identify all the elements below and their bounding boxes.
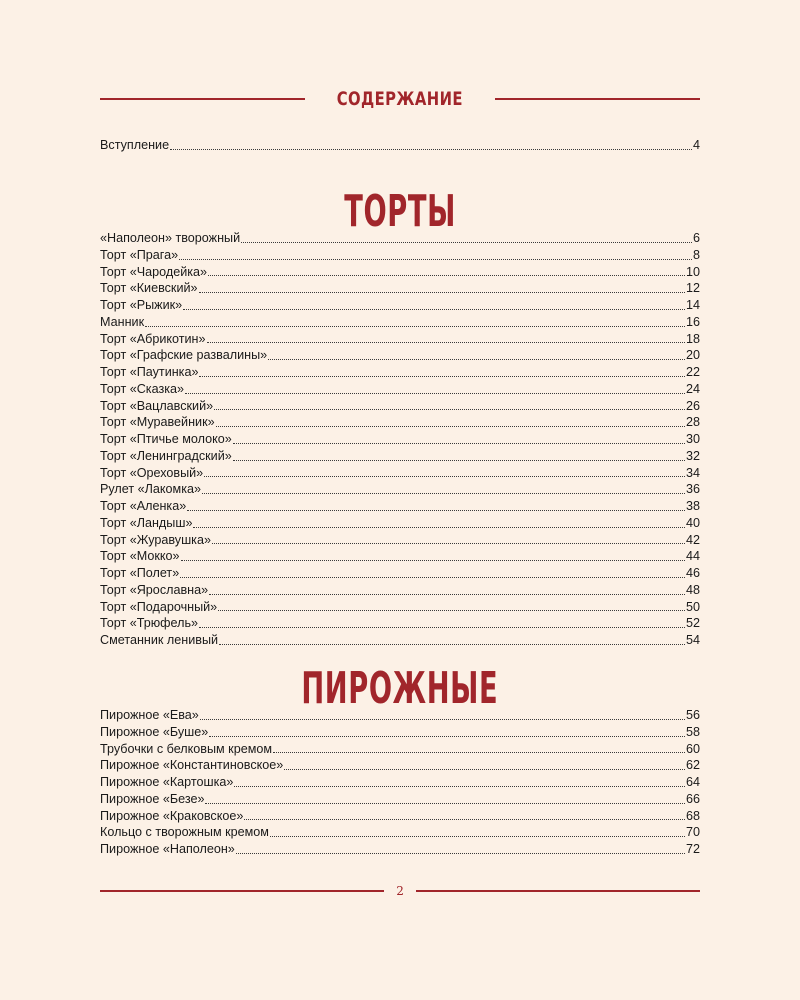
toc-entry-title: Сметанник ленивый	[100, 633, 219, 647]
toc-entry	[100, 707, 700, 724]
toc-leader-dots	[216, 425, 685, 427]
toc-entry-page: 50	[685, 599, 700, 614]
toc-leader-dots	[199, 375, 685, 377]
toc-entry	[100, 532, 700, 549]
cakes-list	[100, 230, 700, 649]
pastries-list	[100, 707, 700, 858]
toc-entry-page: 38	[685, 499, 700, 513]
toc-entry-page: 20	[685, 348, 700, 363]
toc-entry-page: 42	[685, 532, 700, 547]
toc-leader-dots	[179, 258, 692, 260]
toc-leader-dots	[209, 735, 685, 737]
toc-entry	[100, 414, 700, 431]
toc-leader-dots	[193, 526, 685, 528]
toc-entry-title: Торт «Муравейник»	[100, 415, 215, 430]
toc-entry-page: 34	[685, 465, 700, 480]
toc-entry	[100, 565, 700, 582]
toc-entry-title: Торт «Паутинка»	[100, 365, 199, 379]
toc-entry-title: Торт «Полет»	[100, 566, 180, 580]
toc-entry	[100, 515, 700, 532]
toc-entry-page: 68	[685, 808, 700, 823]
toc-entry	[100, 364, 700, 381]
toc-leader-dots	[207, 341, 685, 343]
toc-leader-dots	[205, 802, 685, 804]
toc-entry-title: Пирожное «Ева»	[100, 708, 199, 722]
toc-entry-title: Рулет «Лакомка»	[100, 482, 202, 497]
toc-leader-dots	[208, 274, 685, 276]
footer-rule-right	[416, 890, 700, 892]
toc-entry-title: Вступление	[100, 138, 170, 152]
toc-entry-page: 64	[685, 775, 700, 789]
toc-entry-title: Торт «Графские развалины»	[100, 348, 268, 363]
toc-entry-title: Пирожное «Константиновское»	[100, 758, 284, 773]
toc-entry-page: 4	[692, 138, 700, 152]
toc-entry	[100, 280, 700, 297]
toc-entry-title: Торт «Ореховый»	[100, 465, 204, 480]
toc-entry-page: 36	[685, 482, 700, 497]
toc-leader-dots	[234, 785, 685, 787]
toc-entry-title: Торт «Рыжик»	[100, 298, 183, 312]
header-rule-right	[495, 98, 700, 100]
toc-leader-dots	[185, 392, 685, 394]
toc-entry-page: 70	[685, 825, 700, 840]
toc-entry	[100, 824, 700, 841]
footer-rule-left	[100, 890, 384, 892]
toc-leader-dots	[204, 475, 685, 477]
toc-entry	[100, 724, 700, 741]
toc-entry-title: «Наполеон» творожный	[100, 231, 241, 245]
contents-title: СОДЕРЖАНИЕ	[336, 88, 464, 110]
toc-entry-page: 32	[685, 448, 700, 463]
toc-entry-title: Торт «Трюфель»	[100, 616, 199, 631]
toc-leader-dots	[244, 818, 685, 820]
page-footer	[100, 884, 700, 898]
toc-leader-dots	[200, 718, 685, 720]
toc-leader-dots	[236, 852, 685, 854]
toc-leader-dots	[187, 509, 685, 511]
toc-entry	[100, 431, 700, 448]
toc-leader-dots	[199, 626, 685, 628]
toc-entry	[100, 791, 700, 808]
toc-leader-dots	[199, 291, 685, 293]
toc-entry-title: Пирожное «Краковское»	[100, 808, 244, 823]
toc-leader-dots	[233, 442, 685, 444]
toc-entry-page: 58	[685, 724, 700, 739]
toc-entry-title: Торт «Подарочный»	[100, 599, 218, 614]
toc-leader-dots	[233, 459, 685, 461]
toc-entry	[100, 741, 700, 758]
toc-entry-page: 56	[685, 708, 700, 722]
toc-entry-page: 48	[685, 582, 700, 597]
toc-entry	[100, 582, 700, 599]
toc-leader-dots	[284, 768, 685, 770]
toc-entry-title: Пирожное «Картошка»	[100, 775, 234, 789]
toc-entry	[100, 297, 700, 314]
toc-entry	[100, 808, 700, 825]
toc-leader-dots	[202, 492, 685, 494]
toc-entry-title: Торт «Вацлавский»	[100, 398, 214, 413]
toc-entry	[100, 841, 700, 858]
toc-entry	[100, 448, 700, 465]
toc-entry-title: Манник	[100, 314, 145, 329]
toc-entry-page: 14	[685, 298, 700, 312]
toc-entry-title: Торт «Киевский»	[100, 281, 198, 296]
intro-list	[100, 137, 700, 154]
toc-entry-page: 16	[685, 314, 700, 329]
toc-entry	[100, 465, 700, 482]
toc-entry-title: Торт «Ленинградский»	[100, 448, 232, 463]
contents-header	[100, 88, 700, 110]
toc-entry	[100, 481, 700, 498]
toc-entry-page: 24	[685, 381, 700, 396]
toc-entry-title: Торт «Ярославна»	[100, 582, 209, 597]
toc-entry-page: 54	[685, 633, 700, 647]
toc-entry-page: 60	[685, 741, 700, 756]
toc-entry-title: Пирожное «Наполеон»	[100, 842, 235, 856]
section-title-cakes: ТОРТЫ	[344, 186, 456, 237]
toc-leader-dots	[214, 408, 685, 410]
toc-leader-dots	[180, 576, 685, 578]
toc-entry-title: Торт «Ландыш»	[100, 515, 193, 530]
toc-entry	[100, 757, 700, 774]
toc-entry	[100, 381, 700, 398]
toc-entry	[100, 632, 700, 649]
toc-leader-dots	[218, 609, 685, 611]
toc-leader-dots	[212, 542, 685, 544]
toc-leader-dots	[183, 308, 685, 310]
toc-entry-title: Пирожное «Безе»	[100, 791, 205, 806]
toc-leader-dots	[268, 358, 685, 360]
toc-entry-page: 46	[685, 566, 700, 580]
toc-entry-page: 10	[685, 264, 700, 279]
toc-entry-page: 18	[685, 331, 700, 346]
toc-entry-title: Торт «Абрикотин»	[100, 331, 206, 346]
toc-entry-page: 30	[685, 432, 700, 446]
toc-leader-dots	[145, 325, 685, 327]
toc-entry-title: Кольцо с творожным кремом	[100, 825, 269, 840]
toc-entry-page: 26	[685, 398, 700, 413]
toc-leader-dots	[219, 643, 685, 645]
toc-entry-page: 62	[685, 758, 700, 773]
toc-entry	[100, 599, 700, 616]
toc-leader-dots	[273, 751, 685, 753]
toc-entry	[100, 347, 700, 364]
toc-leader-dots	[181, 559, 685, 561]
toc-entry-page: 6	[692, 231, 700, 245]
contents-page	[100, 0, 700, 1000]
toc-entry	[100, 398, 700, 415]
toc-entry-page: 12	[685, 281, 700, 296]
toc-entry-title: Торт «Прага»	[100, 247, 179, 262]
toc-entry-title: Торт «Сказка»	[100, 381, 185, 396]
toc-leader-dots	[241, 241, 692, 243]
toc-entry-page: 22	[685, 365, 700, 379]
toc-entry	[100, 498, 700, 515]
toc-entry-page: 40	[685, 515, 700, 530]
toc-leader-dots	[270, 835, 685, 837]
toc-entry-title: Торт «Журавушка»	[100, 532, 211, 547]
section-title-pastries: ПИРОЖНЫЕ	[301, 663, 499, 714]
toc-entry-title: Торт «Птичье молоко»	[100, 432, 232, 446]
toc-leader-dots	[209, 593, 685, 595]
toc-entry-page: 8	[692, 247, 700, 262]
toc-entry-page: 28	[685, 415, 700, 430]
header-rule-left	[100, 98, 305, 100]
toc-entry	[100, 331, 700, 348]
page-number: 2	[396, 884, 404, 898]
toc-entry	[100, 314, 700, 331]
toc-entry	[100, 774, 700, 791]
toc-entry-page: 52	[685, 616, 700, 631]
toc-entry-title: Трубочки с белковым кремом	[100, 741, 273, 756]
toc-entry-title: Пирожное «Буше»	[100, 724, 209, 739]
toc-entry-page: 66	[685, 791, 700, 806]
toc-entry	[100, 548, 700, 565]
toc-entry	[100, 615, 700, 632]
toc-entry	[100, 230, 700, 247]
toc-entry-title: Торт «Мокко»	[100, 549, 180, 564]
toc-leader-dots	[170, 148, 692, 150]
toc-entry-page: 44	[685, 549, 700, 564]
toc-entry-title: Торт «Чародейка»	[100, 264, 208, 279]
toc-entry	[100, 264, 700, 281]
toc-entry	[100, 137, 700, 154]
toc-entry	[100, 247, 700, 264]
toc-entry-page: 72	[685, 842, 700, 856]
toc-entry-title: Торт «Аленка»	[100, 499, 187, 513]
